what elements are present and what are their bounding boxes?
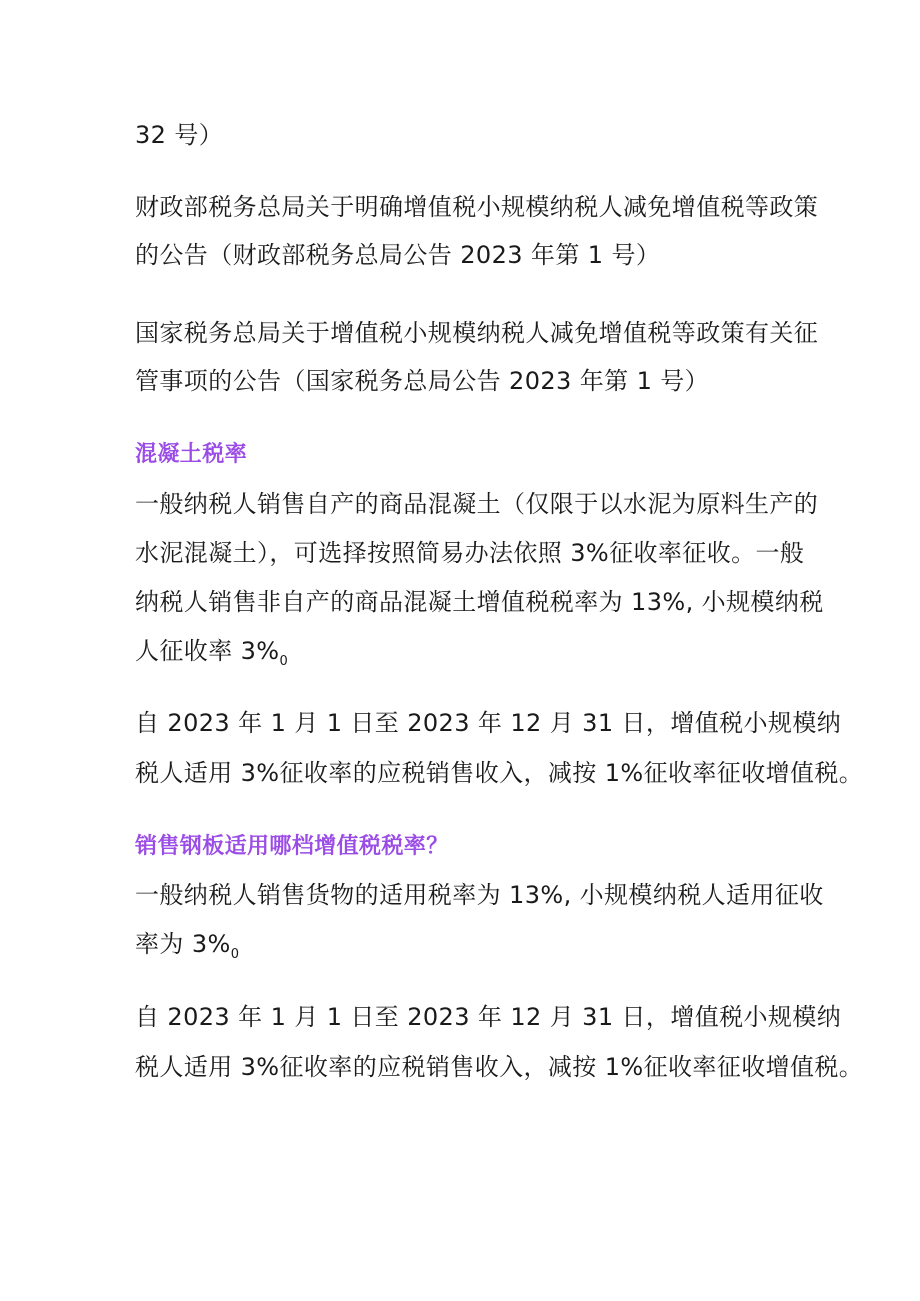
text-main: 率为 3% xyxy=(135,930,231,958)
text-line: 国家税务总局关于增值税小规模纳税人减免增值税等政策有关征 xyxy=(135,319,819,347)
text-line: 一般纳税人销售自产的商品混凝土（仅限于以水泥为原料生产的 xyxy=(135,490,819,518)
text-line: 税人适用 3%征收率的应税销售收入，减按 1%征收率征收增值税。 xyxy=(135,759,864,787)
text-line xyxy=(135,929,239,970)
text-line: 的公告（财政部税务总局公告 2023 年第 1 号） xyxy=(135,241,661,269)
text-line: 管事项的公告（国家税务总局公告 2023 年第 1 号） xyxy=(135,367,710,395)
text-line: 自 2023 年 1 月 1 日至 2023 年 12 月 31 日，增值税小规模纳 xyxy=(135,709,842,737)
section-heading: 混凝土税率 xyxy=(135,442,248,467)
text-line: 财政部税务总局关于明确增值税小规模纳税人减免增值税等政策 xyxy=(135,193,819,221)
text-line: 税人适用 3%征收率的应税销售收入，减按 1%征收率征收增值税。 xyxy=(135,1053,864,1081)
text-line: 一般纳税人销售货物的适用税率为 13%, 小规模纳税人适用征收 xyxy=(135,881,824,909)
text-line: 水泥混凝土），可选择按照简易办法依照 3%征收率征收。一般 xyxy=(135,539,805,567)
text-subscript: 0 xyxy=(279,654,289,669)
text-line xyxy=(135,636,288,677)
section-heading: 销售钢板适用哪档增值税税率？ xyxy=(135,834,449,859)
text-main: 人征收率 3% xyxy=(135,637,280,665)
text-line: 纳税人销售非自产的商品混凝土增值税税率为 13%, 小规模纳税 xyxy=(135,588,824,616)
text-line: 32 号） xyxy=(135,121,224,149)
text-line: 自 2023 年 1 月 1 日至 2023 年 12 月 31 日，增值税小规模纳 xyxy=(135,1003,842,1031)
text-subscript: 0 xyxy=(230,947,240,962)
